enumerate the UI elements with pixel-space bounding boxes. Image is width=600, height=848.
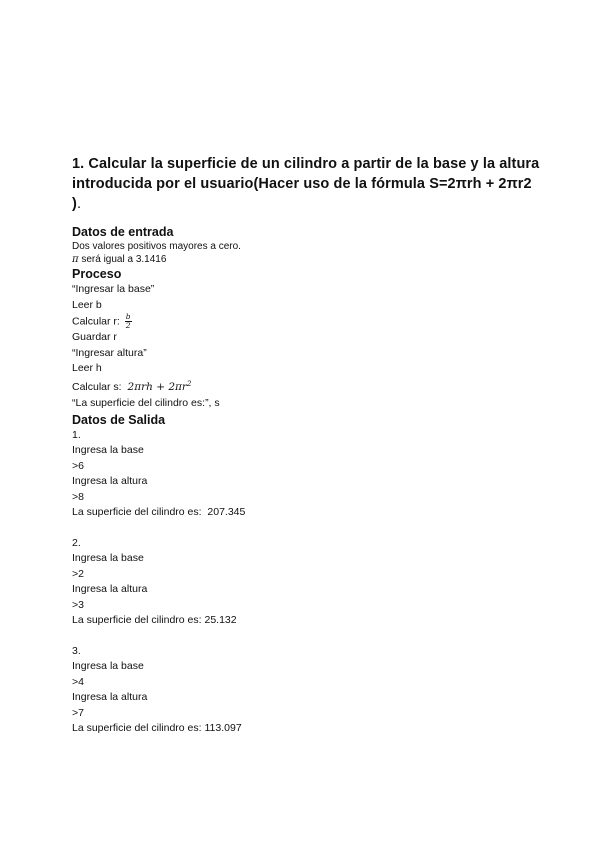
entrada-line-1: Dos valores positivos mayores a cero.: [72, 241, 241, 252]
calc-r-label: Calcular r:: [72, 315, 123, 328]
heading-datos-entrada: Datos de entrada: [72, 225, 174, 239]
case-prompt-altura: Ingresa la altura: [72, 475, 148, 487]
case-prompt-base: Ingresa la base: [72, 444, 144, 456]
title-period: .: [76, 196, 82, 212]
proceso-step-6: Leer h: [72, 362, 102, 374]
proceso-step-2: Leer b: [72, 298, 102, 311]
fraction-b-over-2: [125, 313, 132, 330]
pi-symbol: π: [72, 254, 79, 265]
entrada-line-2: [72, 253, 542, 266]
case-input-altura: >8: [72, 490, 84, 503]
case-result: La superficie del cilindro es: 207.345: [72, 506, 246, 518]
case-number: 3.: [72, 644, 81, 657]
case-input-base: >4: [72, 675, 84, 688]
heading-proceso: Proceso: [72, 267, 122, 281]
proceso-step-4: Guardar r: [72, 331, 117, 343]
formula-exponent: 2: [186, 379, 192, 388]
case-input-altura: >7: [72, 706, 84, 719]
pi-value-text: será igual a 3.1416: [78, 254, 167, 265]
exercise-title: [72, 154, 542, 214]
fraction-numerator: b: [125, 312, 131, 321]
heading-datos-salida: Datos de Salida: [72, 412, 166, 427]
salida-case-3: [72, 644, 542, 737]
salida-case-2: [72, 536, 542, 629]
calc-s-label: Calcular s:: [72, 380, 125, 393]
case-prompt-base: Ingresa la base: [72, 552, 144, 564]
case-prompt-altura: Ingresa la altura: [72, 583, 148, 595]
case-input-altura: >3: [72, 598, 84, 611]
case-prompt-base: Ingresa la base: [72, 660, 144, 672]
spacer: [72, 521, 542, 536]
title-text: 1. Calcular la superficie de un cilindro a partir de la base y la altura introducida por el usuario(Hacer uso de la fórmula S=2πrh + 2πr2 ): [72, 156, 540, 212]
spacer: [72, 629, 542, 644]
case-prompt-altura: Ingresa la altura: [72, 691, 148, 703]
fraction-denominator: 2: [125, 321, 131, 330]
case-number: 2.: [72, 536, 81, 549]
proceso-step-3: [72, 313, 542, 330]
case-input-base: >2: [72, 567, 84, 580]
document-page: [72, 154, 542, 737]
salida-case-1: [72, 428, 542, 521]
proceso-step-8: “La superficie del cilindro es:”, s: [72, 397, 220, 409]
surface-formula: [128, 381, 192, 393]
proceso-step-5: “Ingresar altura”: [72, 346, 147, 359]
case-result: La superficie del cilindro es: 113.097: [72, 722, 242, 734]
case-number: 1.: [72, 428, 81, 441]
proceso-step-1: “Ingresar la base”: [72, 283, 155, 295]
case-result: La superficie del cilindro es: 25.132: [72, 614, 237, 626]
formula-text: 2πrh + 2πr: [127, 380, 187, 393]
case-input-base: >6: [72, 459, 84, 472]
proceso-step-7: [72, 380, 542, 397]
